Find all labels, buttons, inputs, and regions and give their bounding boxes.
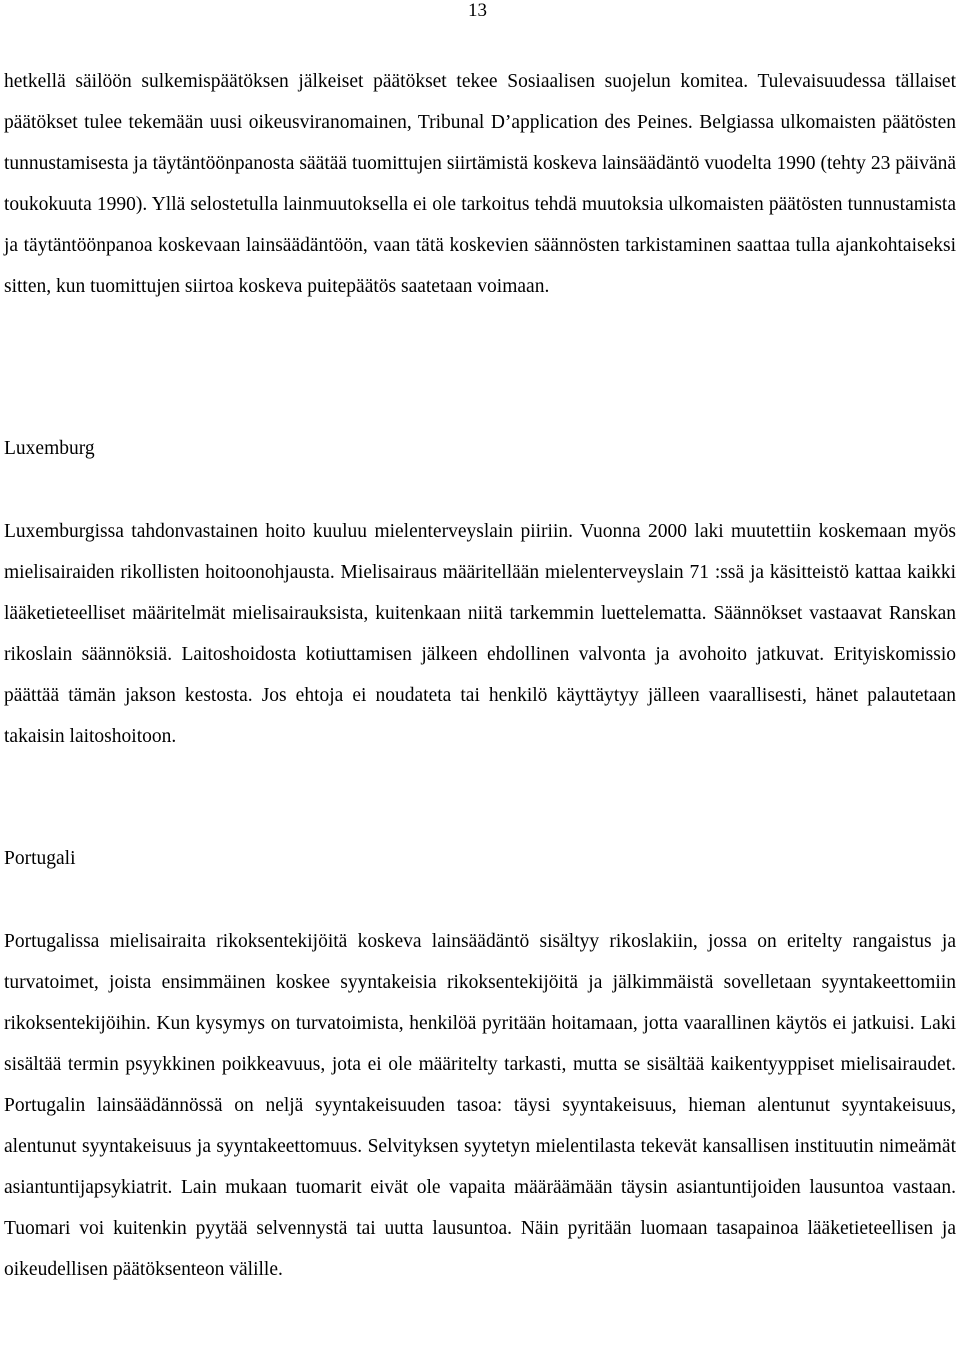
paragraph-portugali: Portugalissa mielisairaita rikoksentekijöitä koskeva lainsäädäntö sisältyy rikoslakiin, jossa on eritelty rangaistus ja turvatoimet, joista ensimmäinen koskee syyntakeisia rikoksentekijöitä ja jälkimmäistä sovelletaan syyntakeettomiin rikoksentekijöihin. Kun kysymys on turvatoimista, henkilöä pyritään hoitamaan, jotta vaarallinen käytös ei jatkuisi. Laki sisältää termin psyykkinen poikkeavuus, jota ei ole määritelty tarkasti, mutta se sisältää kaikentyyppiset mielisairaudet. Portugalin lainsäädännössä on neljä syyntakeisuuden tasoa: täysi syyntakeisuus, hieman alentunut syyntakeisuus, alentunut syyntakeisuus ja syyntakeettomuus. Selvityksen syytetyn mielentilasta tekevät kansallisen instituutin nimeämät asiantuntijapsykiatrit. Lain mukaan tuomarit eivät ole vapaita määräämään täysin asiantuntijoiden lausuntoa vastaan. Tuomari voi kuitenkin pyytää selvennystä tai uutta lausuntoa. Näin pyritään luomaan tasapainoa lääketieteellisen ja oikeudellisen päätöksenteon välille. xyxy=(4,931,956,1280)
paragraph-luxemburg: Luxemburgissa tahdonvastainen hoito kuuluu mielenterveyslain piiriin. Vuonna 2000 laki muutettiin koskemaan myös mielisairaiden rikollisten hoitoonohjausta. Mielisairaus määritellään mielenterveyslain 71 :ssä ja käsitteistö kattaa kaikki lääketieteelliset määritelmät mielisairauksista, kuitenkaan niitä tarkemmin luettelematta. Säännökset vastaavat Ranskan rikoslain säännöksiä. Laitoshoidosta kotiuttamisen jälkeen ehdollinen valvonta ja avohoito jatkuvat. Erityiskomissio päättää tämän jakson kestosta. Jos ehtoja ei noudateta tai henkilö käyttäytyy jälleen vaarallisesti, hänet palautetaan takaisin laitoshoitoon. xyxy=(4,521,956,747)
page-number: 13 xyxy=(468,0,487,21)
paragraph-belgium-continued: hetkellä säilöön sulkemispäätöksen jälkeiset päätökset tekee Sosiaalisen suojelun komitea. Tulevaisuudessa tällaiset päätökset tulee tekemään uusi oikeusviranomainen, Tribunal D’application des Peines. Belgiassa ulkomaisten päätösten tunnustamisesta ja täytäntöönpanosta säätää tuomittujen siirtämistä koskeva lainsäädäntö vuodelta 1990 (tehty 23 päivänä toukokuuta 1990). Yllä selostetulla lainmuutoksella ei ole tarkoitus tehdä muutoksia ulkomaisten päätösten tunnustamista ja täytäntöönpanoa koskevaan lainsäädäntöön, vaan tätä koskevien säännösten tarkistaminen saattaa tulla ajankohtaiseksi sitten, kun tuomittujen siirtoa koskeva puitepäätös saatetaan voimaan. xyxy=(4,71,956,297)
section-heading-luxemburg: Luxemburg xyxy=(4,438,95,459)
section-heading-portugali: Portugali xyxy=(4,848,76,869)
